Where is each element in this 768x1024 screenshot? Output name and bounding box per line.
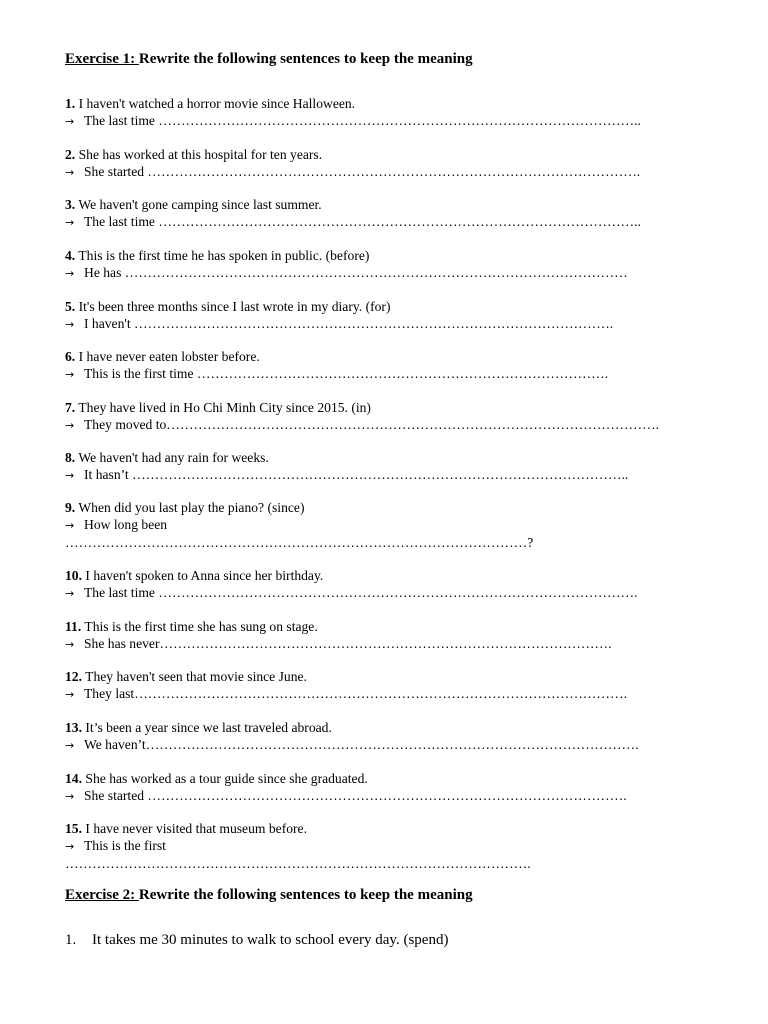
- question-text: I haven't watched a horror movie since Halloween.: [75, 96, 356, 111]
- right-arrow-icon: →: [65, 419, 75, 432]
- right-arrow-icon: →: [65, 318, 75, 331]
- answer-line[interactable]: [65, 112, 725, 130]
- answer-line[interactable]: [65, 685, 725, 703]
- item-number: 14.: [65, 771, 82, 786]
- exercise-2-label: Exercise 2:: [65, 887, 139, 903]
- question-text: It's been three months since I last wrote in my diary. (for): [75, 299, 391, 314]
- question-line: [65, 196, 725, 213]
- right-arrow-icon: →: [65, 519, 75, 532]
- exercise-2-heading: [65, 887, 473, 904]
- question-text: She has worked as a tour guide since she graduated.: [82, 771, 368, 786]
- answer-prompt: We haven’t……………………………………………………………………………………………….: [84, 737, 639, 752]
- question-line: [65, 770, 725, 787]
- item-number: 10.: [65, 568, 82, 583]
- question-text: I have never visited that museum before.: [82, 821, 307, 836]
- question-text: They haven't seen that movie since June.: [82, 669, 307, 684]
- item-number: 3.: [65, 197, 76, 212]
- exercise-item: [65, 449, 725, 484]
- item-number: 12.: [65, 669, 82, 684]
- question-line: [65, 247, 725, 264]
- answer-prompt: They last……………………………………………………………………………………………….: [84, 686, 627, 701]
- answer-prompt: The last time …………………………………………………………………………………………….: [84, 585, 638, 600]
- question-line: [65, 348, 725, 365]
- question-text: I haven't spoken to Anna since her birthday.: [82, 568, 324, 583]
- exercise-item: [65, 499, 725, 551]
- item-number: 5.: [65, 299, 76, 314]
- right-arrow-icon: →: [65, 166, 75, 179]
- exercise-2-item: [65, 932, 448, 949]
- question-text: It’s been a year since we last traveled abroad.: [82, 720, 332, 735]
- exercise-item: [65, 95, 725, 130]
- item-number: 8.: [65, 450, 76, 465]
- exercise-item: [65, 770, 725, 805]
- question-text: They have lived in Ho Chi Minh City since 2015. (in): [75, 400, 371, 415]
- right-arrow-icon: →: [65, 368, 75, 381]
- question-text: We haven't gone camping since last summer.: [75, 197, 322, 212]
- answer-prompt: How long been: [84, 517, 168, 532]
- answer-prompt: The last time ……………………………………………………………………………………………..: [84, 214, 641, 229]
- exercise-item: [65, 567, 725, 602]
- answer-prompt: This is the first: [84, 838, 166, 853]
- answer-continuation-line[interactable]: …………………………………………………………………………………………?: [65, 535, 534, 550]
- item-number: 4.: [65, 248, 76, 263]
- answer-prompt: I haven't …………………………………………………………………………………………….: [84, 316, 614, 331]
- exercise-item: [65, 668, 725, 703]
- exercise-item: [65, 348, 725, 383]
- question-line: [65, 618, 725, 635]
- question-line: [65, 668, 725, 685]
- question-text: When did you last play the piano? (since): [75, 500, 305, 515]
- answer-line[interactable]: [65, 736, 725, 754]
- exercise-1-heading: [65, 51, 473, 68]
- item-number: 13.: [65, 720, 82, 735]
- item-number: 2.: [65, 147, 76, 162]
- answer-prompt: They moved to……………………………………………………………………………………………….: [84, 417, 660, 432]
- answer-continuation-line[interactable]: ………………………………………………………………………………………….: [65, 856, 531, 871]
- question-line: [65, 298, 725, 315]
- answer-line[interactable]: [65, 416, 725, 434]
- exercise-1-title: Rewrite the following sentences to keep the meaning: [138, 51, 473, 67]
- exercise-item: [65, 618, 725, 653]
- question-line: [65, 499, 725, 516]
- answer-line[interactable]: [65, 584, 725, 602]
- exercise-item: [65, 820, 725, 872]
- item-number: 9.: [65, 500, 76, 515]
- question-text: It takes me 30 minutes to walk to school every day. (spend): [92, 932, 449, 948]
- question-text: This is the first time he has spoken in public. (before): [75, 248, 370, 263]
- right-arrow-icon: →: [65, 216, 75, 229]
- question-text: I have never eaten lobster before.: [75, 349, 260, 364]
- exercise-2-title: Rewrite the following sentences to keep the meaning: [138, 887, 473, 903]
- question-line: [65, 449, 725, 466]
- exercise-item: [65, 247, 725, 282]
- question-line: [65, 567, 725, 584]
- question-line: [65, 95, 725, 112]
- right-arrow-icon: →: [65, 739, 75, 752]
- question-text: This is the first time she has sung on stage.: [81, 619, 318, 634]
- answer-line[interactable]: [65, 837, 725, 855]
- right-arrow-icon: →: [65, 790, 75, 803]
- question-text: She has worked at this hospital for ten years.: [75, 147, 323, 162]
- right-arrow-icon: →: [65, 840, 75, 853]
- right-arrow-icon: →: [65, 688, 75, 701]
- answer-prompt: She started ……………………………………………………………………………………………….: [84, 164, 641, 179]
- right-arrow-icon: →: [65, 115, 75, 128]
- right-arrow-icon: →: [65, 638, 75, 651]
- answer-line[interactable]: [65, 516, 725, 534]
- item-number: 1.: [65, 932, 77, 948]
- answer-line[interactable]: [65, 163, 725, 181]
- answer-prompt: He has …………………………………………………………………………………………………: [84, 265, 628, 280]
- answer-prompt: The last time ……………………………………………………………………………………………..: [84, 113, 641, 128]
- right-arrow-icon: →: [65, 587, 75, 600]
- item-number: 11.: [65, 619, 82, 634]
- question-line: [65, 719, 725, 736]
- question-text: We haven't had any rain for weeks.: [75, 450, 269, 465]
- exercise-1-label: Exercise 1:: [65, 51, 139, 67]
- exercise-item: [65, 196, 725, 231]
- item-number: 7.: [65, 400, 76, 415]
- question-line: [65, 146, 725, 163]
- answer-line[interactable]: [65, 466, 725, 484]
- answer-prompt: This is the first time ……………………………………………………………………………….: [84, 366, 609, 381]
- answer-prompt: She has never……………………………………………………………………………………….: [84, 636, 612, 651]
- answer-line[interactable]: [65, 635, 725, 653]
- right-arrow-icon: →: [65, 267, 75, 280]
- answer-line[interactable]: [65, 315, 725, 333]
- answer-line[interactable]: [65, 787, 725, 805]
- question-line: [65, 399, 725, 416]
- exercise-item: [65, 719, 725, 754]
- exercise-item: [65, 298, 725, 333]
- item-number: 15.: [65, 821, 82, 836]
- exercise-item: [65, 399, 725, 434]
- answer-line[interactable]: [65, 264, 725, 282]
- answer-line[interactable]: [65, 365, 725, 383]
- answer-line[interactable]: [65, 213, 725, 231]
- answer-prompt: It hasn’t ………………………………………………………………………………………………..: [84, 467, 629, 482]
- item-number: 6.: [65, 349, 76, 364]
- right-arrow-icon: →: [65, 469, 75, 482]
- question-line: [65, 820, 725, 837]
- answer-prompt: She started …………………………………………………………………………………………….: [84, 788, 627, 803]
- item-number: 1.: [65, 96, 76, 111]
- exercise-item: [65, 146, 725, 181]
